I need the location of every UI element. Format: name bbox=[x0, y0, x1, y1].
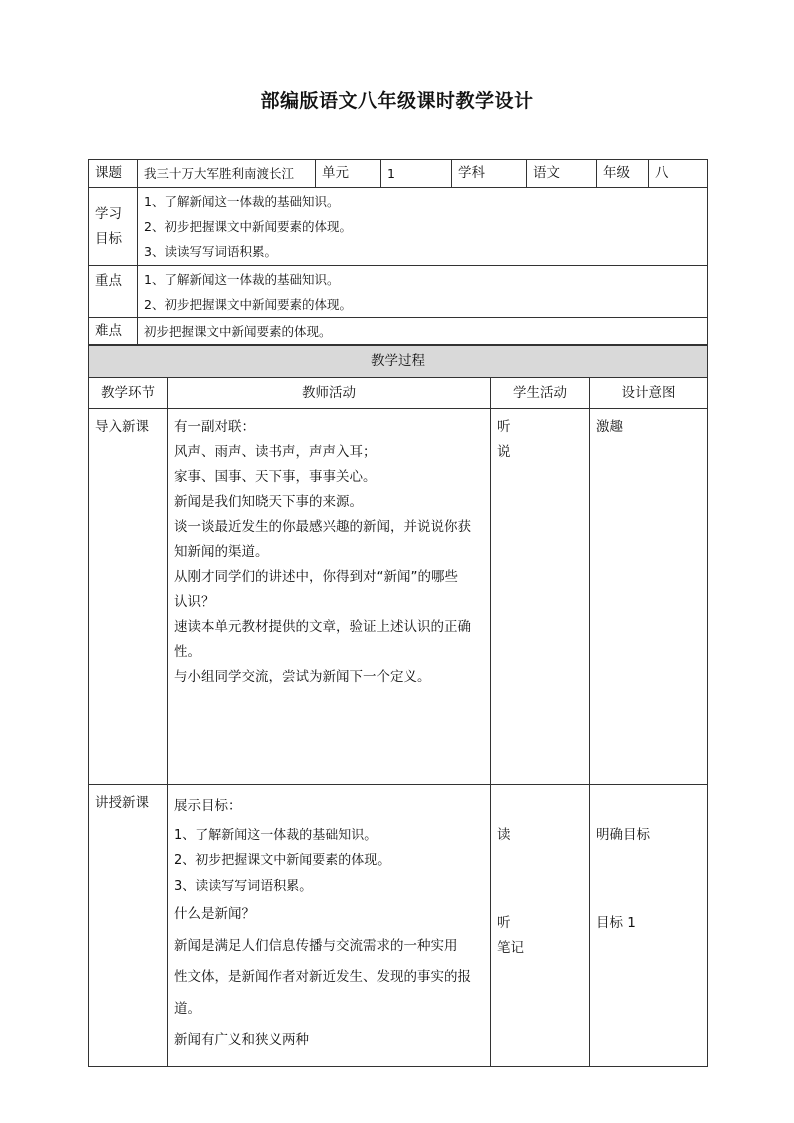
course-info-table bbox=[88, 159, 708, 345]
teacher-line: 速读本单元教材提供的文章，验证上述认识的正确 bbox=[174, 619, 471, 635]
topic-value: 我三十万大军胜利南渡长江 bbox=[138, 160, 316, 188]
key-point-item: 2、初步把握课文中新闻要素的体现。 bbox=[144, 296, 352, 312]
teacher-line: 风声、雨声、读书声，声声入耳； bbox=[174, 444, 377, 460]
design-line: 目标 1 bbox=[596, 915, 636, 931]
intro-row bbox=[89, 409, 708, 785]
design-line: 激趣 bbox=[596, 419, 623, 435]
student-line: 读 bbox=[497, 827, 511, 843]
student-line: 听 bbox=[497, 915, 511, 931]
teacher-line: 知新闻的渠道。 bbox=[174, 544, 269, 560]
teacher-line: 展示目标： bbox=[174, 798, 242, 814]
key-point-item: 1、了解新闻这一体裁的基础知识。 bbox=[144, 271, 340, 287]
intro-design-intent bbox=[590, 409, 708, 785]
teacher-line: 什么是新闻？ bbox=[174, 906, 255, 922]
objective-item: 2、初步把握课文中新闻要素的体现。 bbox=[144, 219, 352, 234]
process-header-row bbox=[89, 378, 708, 409]
student-line: 说 bbox=[497, 444, 511, 460]
objectives-label-line: 目标 bbox=[95, 230, 122, 247]
unit-value: 1 bbox=[381, 160, 452, 188]
teacher-goal: 3、读读写写词语积累。 bbox=[174, 878, 313, 894]
grade-value: 八 bbox=[649, 160, 708, 188]
header-teacher: 教师活动 bbox=[168, 378, 491, 409]
objective-item: 3、读读写写词语积累。 bbox=[144, 244, 277, 259]
teacher-line: 道。 bbox=[174, 1000, 201, 1017]
teach-teacher-activity bbox=[168, 785, 491, 1067]
topic-label: 课题 bbox=[89, 160, 138, 188]
header-stage: 教学环节 bbox=[89, 378, 168, 409]
intro-teacher-activity bbox=[168, 409, 491, 785]
key-points-row bbox=[89, 266, 708, 318]
header-design: 设计意图 bbox=[590, 378, 708, 409]
difficulty-row bbox=[89, 318, 708, 345]
intro-student-activity bbox=[491, 409, 590, 785]
process-band: 教学过程 bbox=[89, 346, 708, 378]
grade-label: 年级 bbox=[597, 160, 649, 188]
unit-label: 单元 bbox=[316, 160, 381, 188]
teacher-line: 新闻是满足人们信息传播与交流需求的一种实用 bbox=[174, 937, 458, 954]
teacher-line: 新闻有广义和狭义两种 bbox=[174, 1032, 309, 1048]
subject-label: 学科 bbox=[452, 160, 527, 188]
teacher-goal: 2、初步把握课文中新闻要素的体现。 bbox=[174, 853, 391, 868]
objective-item: 1、了解新闻这一体裁的基础知识。 bbox=[144, 194, 340, 209]
teacher-line: 新闻是我们知晓天下事的来源。 bbox=[174, 494, 363, 510]
student-line: 听 bbox=[497, 419, 511, 435]
key-points-label: 重点 bbox=[89, 266, 138, 318]
teach-design-intent bbox=[590, 785, 708, 1067]
teach-stage: 讲授新课 bbox=[89, 785, 168, 1067]
header-student: 学生活动 bbox=[491, 378, 590, 409]
difficulty-value: 初步把握课文中新闻要素的体现。 bbox=[138, 318, 708, 345]
info-row bbox=[89, 160, 708, 188]
intro-stage: 导入新课 bbox=[89, 409, 168, 785]
difficulty-label: 难点 bbox=[89, 318, 138, 345]
process-table bbox=[88, 345, 708, 1067]
student-line: 笔记 bbox=[497, 940, 524, 956]
teacher-line: 家事、国事、天下事，事事关心。 bbox=[174, 469, 377, 485]
objectives-list bbox=[138, 188, 708, 266]
teacher-line: 性。 bbox=[174, 644, 201, 660]
page-title: 部编版语文八年级课时教学设计 bbox=[260, 90, 534, 112]
teach-row bbox=[89, 785, 708, 1067]
objectives-label bbox=[89, 188, 138, 266]
objectives-label-line: 学习 bbox=[95, 205, 122, 222]
teach-student-activity bbox=[491, 785, 590, 1067]
teacher-line: 有一副对联： bbox=[174, 419, 255, 435]
key-points-list bbox=[138, 266, 708, 318]
teacher-line: 谈一谈最近发生的你最感兴趣的新闻，并说说你获 bbox=[174, 519, 471, 535]
design-line: 明确目标 bbox=[596, 827, 650, 843]
objectives-row bbox=[89, 188, 708, 266]
teacher-line: 与小组同学交流，尝试为新闻下一个定义。 bbox=[174, 669, 431, 685]
process-band-row bbox=[89, 346, 708, 378]
subject-value: 语文 bbox=[527, 160, 597, 188]
teacher-goal: 1、了解新闻这一体裁的基础知识。 bbox=[174, 827, 378, 843]
teacher-line: 性文体，是新闻作者对新近发生、发现的事实的报 bbox=[174, 969, 471, 985]
teacher-line: 认识？ bbox=[174, 594, 215, 610]
teacher-line: 从刚才同学们的讲述中，你得到对“新闻”的哪些 bbox=[174, 569, 458, 585]
